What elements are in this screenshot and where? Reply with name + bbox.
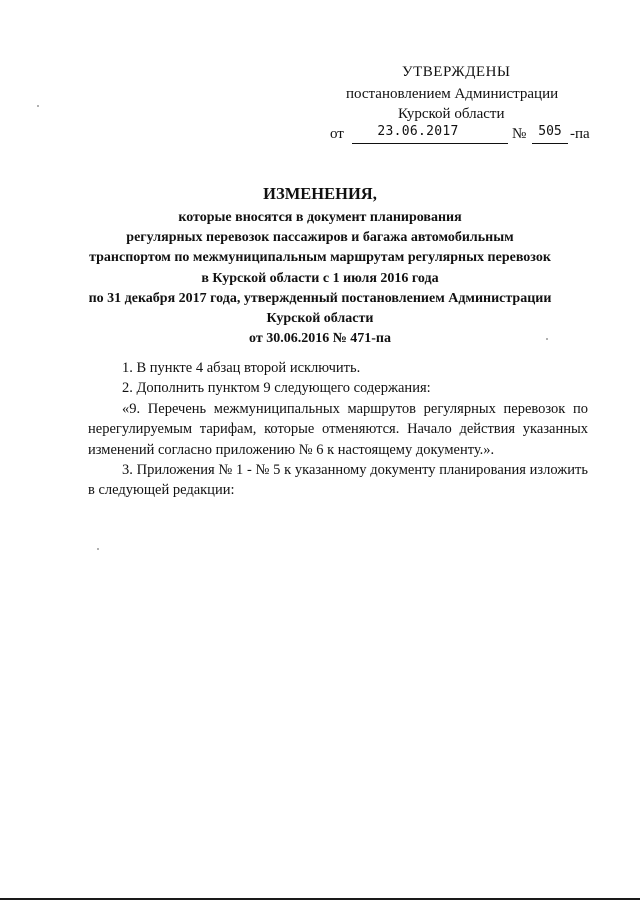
approval-title: УТВЕРЖДЕНЫ (402, 64, 511, 80)
heading-line: регулярных перевозок пассажиров и багажа автомобильным (126, 230, 514, 246)
approval-number: 505 (538, 124, 562, 139)
heading-line: по 31 декабря 2017 года, утвержденный постановлением Администрации (88, 290, 552, 306)
body-item-3: 3. Приложения № 1 - № 5 к указанному документу планирования изложить в следующей редакции: (88, 462, 588, 499)
scan-speck (97, 548, 99, 550)
heading-line: в Курской области с 1 июля 2016 года (201, 270, 439, 286)
body-item-2-quote: «9. Перечень межмуниципальных маршрутов регулярных перевозок по нерегулируемым тарифам, которые отменяются. Начало действия указанных изменений согласно приложению № 6 к настоящему документу.». (88, 400, 588, 458)
date-prefix: от (330, 126, 344, 142)
number-suffix: -па (570, 126, 590, 142)
document-body (88, 358, 588, 501)
heading-title: ИЗМЕНЕНИЯ, (263, 184, 377, 203)
scan-speck (546, 338, 548, 340)
heading-line: Курской области (266, 311, 374, 327)
heading-line: которые вносятся в документ планирования (178, 210, 462, 225)
body-item-2: 2. Дополнить пунктом 9 следующего содержания: (122, 380, 431, 397)
scan-bottom-edge (0, 898, 640, 900)
scan-speck (37, 105, 39, 107)
approval-issuer: постановлением Администрации (346, 86, 559, 102)
approval-date: 23.06.2017 (377, 124, 459, 139)
heading-line: от 30.06.2016 № 471-па (249, 331, 391, 347)
number-label: № (512, 126, 527, 142)
heading-line: транспортом по межмуниципальным маршрутам регулярных перевозок (89, 250, 551, 266)
approval-region: Курской области (398, 106, 505, 122)
document-heading (0, 184, 640, 349)
body-item-1: 1. В пункте 4 абзац второй исключить. (122, 360, 361, 376)
